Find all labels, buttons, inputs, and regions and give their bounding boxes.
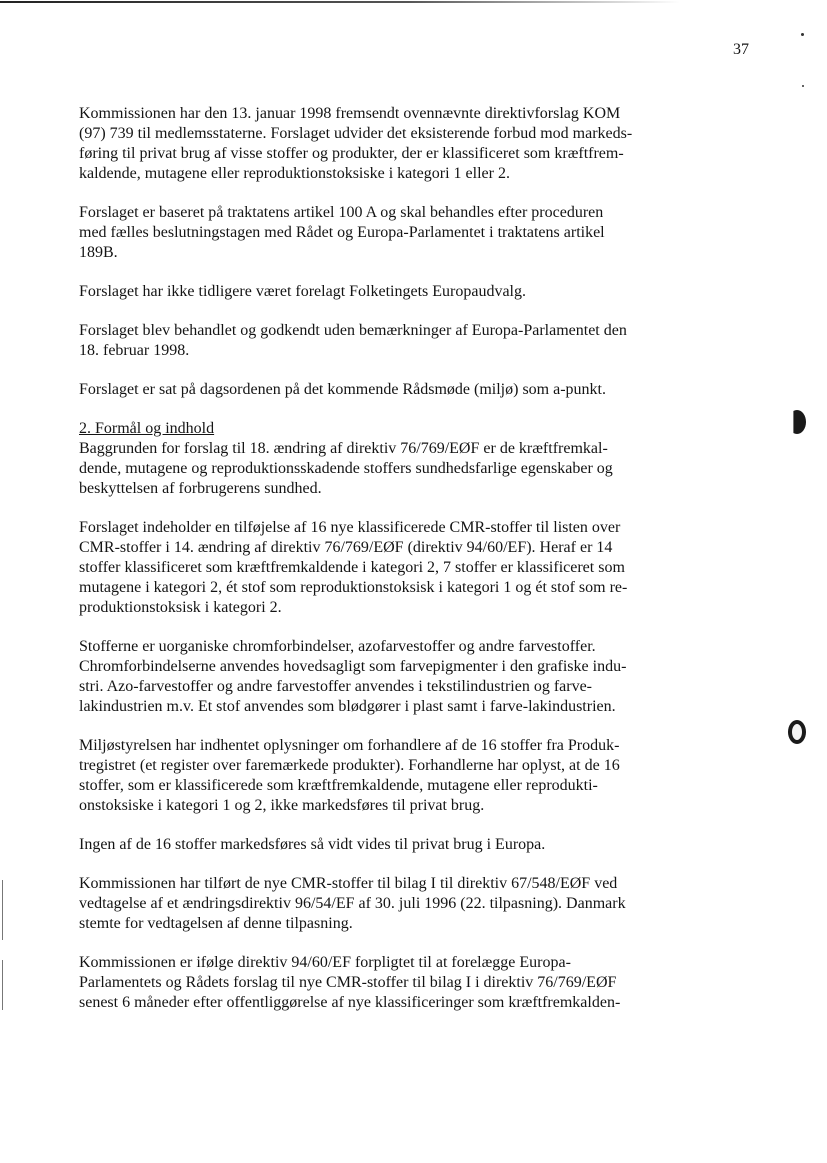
text-line: lakindustrien m.v. Et stof anvendes som blødgører i plast samt i farve-lakindustrien. (79, 698, 616, 715)
paragraph (79, 953, 769, 1013)
text-line: dende, mutagene og reproduktionsskadende stoffers sundhedsfarlige egenskaber og (79, 460, 613, 477)
paragraph (79, 874, 769, 934)
text-line: Baggrunden for forslag til 18. ændring af direktiv 76/769/EØF er de kræftfremkal- (79, 440, 608, 457)
text-line: stoffer, som er klassificerede som kræftfremkaldende, mutagene eller reprodukti- (79, 777, 598, 794)
paragraph (79, 835, 769, 855)
section-heading: 2. Formål og indhold (79, 420, 215, 437)
text-line: Forslaget blev behandlet og godkendt uden bemærkninger af Europa-Parlamentet den (79, 322, 627, 339)
page-number: 37 (733, 41, 749, 58)
punch-hole-icon (788, 720, 806, 744)
text-line: onstoksiske i kategori 1 og 2, ikke markedsføres til privat brug. (79, 797, 485, 814)
text-line: med fælles beslutningstagen med Rådet og Europa-Parlamentet i traktatens artikel (79, 224, 605, 241)
text-line: Parlamentets og Rådets forslag til nye CMR-stoffer til bilag I i direktiv 76/769/EØF (79, 974, 617, 991)
paragraph (79, 380, 769, 400)
scan-speck (802, 85, 804, 87)
scan-edge-mark (2, 960, 3, 1010)
scan-edge-mark (2, 880, 3, 940)
paragraph (79, 637, 769, 717)
text-line: mutagene i kategori 2, ét stof som reproduktionstoksisk i kategori 1 og ét stof som re- (79, 579, 628, 596)
paragraph (79, 419, 769, 499)
text-line: Chromforbindelserne anvendes hovedsagligt som farvepigmenter i den grafiske indu- (79, 658, 627, 675)
text-line: Kommissionen er ifølge direktiv 94/60/EF forpligtet til at forelægge Europa- (79, 954, 571, 971)
text-line: Forslaget har ikke tidligere været forelagt Folketingets Europaudvalg. (79, 283, 526, 300)
text-line: Stofferne er uorganiske chromforbindelser, azofarvestoffer og andre farvestoffer. (79, 638, 596, 655)
text-line: Kommissionen har tilført de nye CMR-stoffer til bilag I til direktiv 67/548/EØF ved (79, 875, 618, 892)
text-line: (97) 739 til medlemsstaterne. Forslaget udvider det eksisterende forbud mod markeds- (79, 125, 633, 142)
text-line: kaldende, mutagene eller reproduktionstoksiske i kategori 1 eller 2. (79, 165, 510, 182)
paragraph (79, 203, 769, 263)
text-line: Ingen af de 16 stoffer markedsføres så vidt vides til privat brug i Europa. (79, 836, 546, 853)
punch-hole-icon (788, 410, 806, 434)
text-line: CMR-stoffer i 14. ændring af direktiv 76/769/EØF (direktiv 94/60/EF). Heraf er 14 (79, 539, 613, 556)
text-line: stoffer klassificeret som kræftfremkaldende i kategori 2, 7 stoffer er klassificeret som (79, 559, 625, 576)
paragraph (79, 518, 769, 618)
paragraph (79, 321, 769, 361)
text-line: Forslaget er baseret på traktatens artikel 100 A og skal behandles efter proceduren (79, 204, 604, 221)
text-line: stemte for vedtagelsen af denne tilpasning. (79, 915, 353, 932)
text-line: Forslaget er sat på dagsordenen på det kommende Rådsmøde (miljø) som a-punkt. (79, 381, 606, 398)
text-line: 18. februar 1998. (79, 342, 190, 359)
text-line: føring til privat brug af visse stoffer og produkter, der er klassificeret som kræftfrem- (79, 145, 624, 162)
scan-speck (801, 33, 804, 36)
text-line: Forslaget indeholder en tilføjelse af 16 nye klassificerede CMR-stoffer til listen over (79, 519, 621, 536)
paragraph (79, 282, 769, 302)
text-line: tregistret (et register over faremærkede produkter). Forhandlerne har oplyst, at de 16 (79, 757, 620, 774)
top-edge-line (0, 1, 680, 3)
document-body (79, 104, 769, 1013)
paragraph (79, 736, 769, 816)
text-line: produktionstoksisk i kategori 2. (79, 599, 282, 616)
text-line: senest 6 måneder efter offentliggørelse af nye klassificeringer som kræftfremkalden- (79, 994, 621, 1011)
paragraph (79, 104, 769, 184)
text-line: vedtagelse af et ændringsdirektiv 96/54/EF af 30. juli 1996 (22. tilpasning). Danmark (79, 895, 626, 912)
text-line: beskyttelsen af forbrugerens sundhed. (79, 480, 322, 497)
text-line: stri. Azo-farvestoffer og andre farvestoffer anvendes i tekstilindustrien og farve- (79, 678, 592, 695)
text-line: Miljøstyrelsen har indhentet oplysninger om forhandlere af de 16 stoffer fra Produk- (79, 737, 620, 754)
text-line: 189B. (79, 244, 118, 261)
text-line: Kommissionen har den 13. januar 1998 fremsendt ovennævnte direktivforslag KOM (79, 105, 621, 122)
